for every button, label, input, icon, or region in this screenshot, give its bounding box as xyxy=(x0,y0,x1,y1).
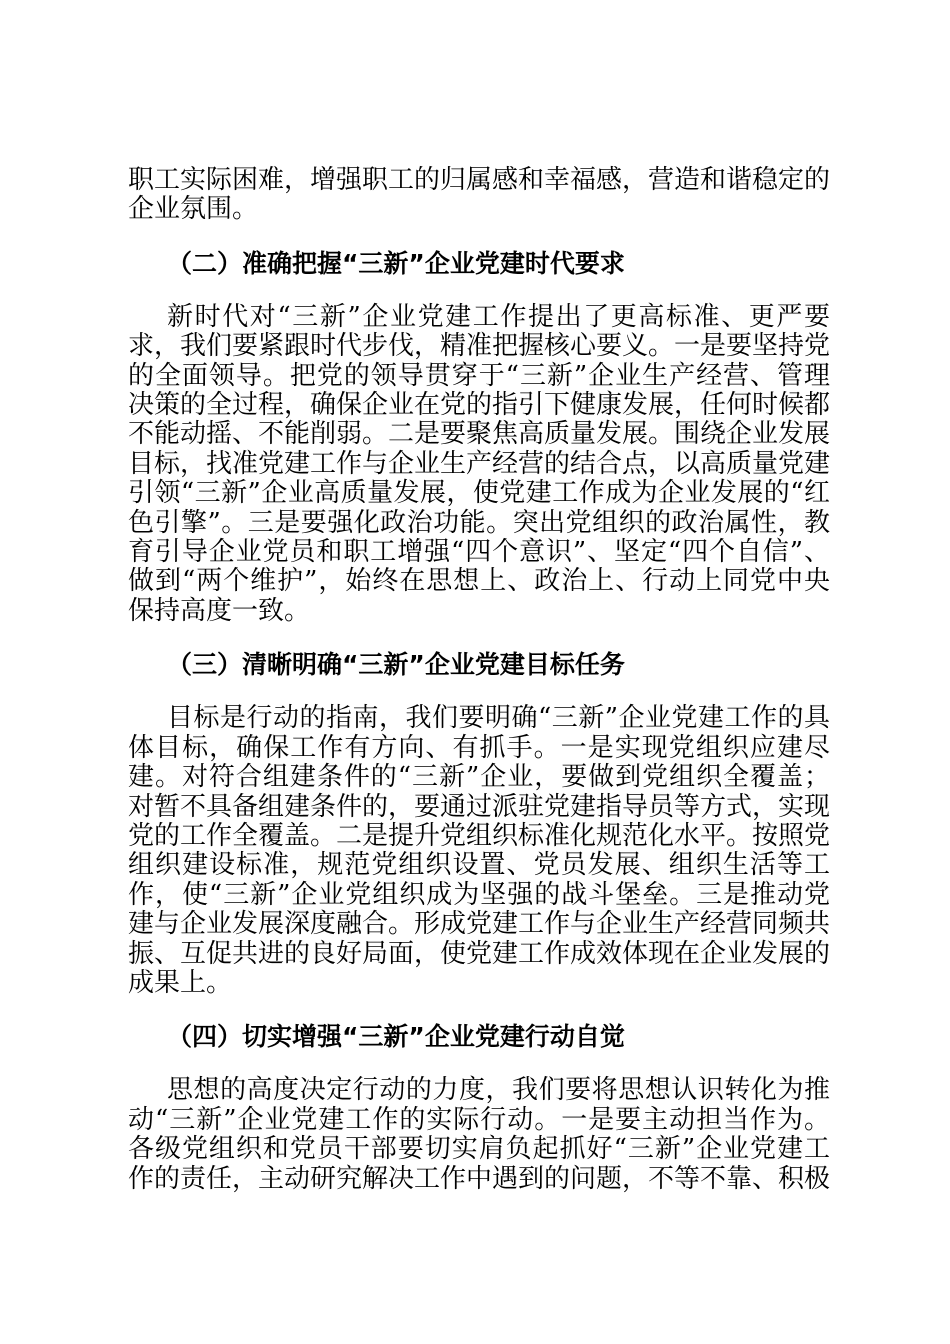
paragraph-section-3: 目标是行动的指南，我们要明确“三新”企业党建工作的具体目标，确保工作有方向、有抓手。一是实现党组织应建尽建。对符合组建条件的“三新”企业，要做到党组织全覆盖；对暂不具备组建条件的，要通过派驻党建指导员等方式，实现党的工作全覆盖。二是提升党组织标准化规范化水平。按照党组织建设标准，规范党组织设置、党员发展、组织生活等工作，使“三新”企业党组织成为坚强的战斗堡垒。三是推动党建与企业发展深度融合。形成党建工作与企业生产经营同频共振、互促共进的良好局面，使党建工作成效体现在企业发展的成果上。 xyxy=(128,703,831,998)
paragraph-section-2: 新时代对“三新”企业党建工作提出了更高标准、更严要求，我们要紧跟时代步伐，精准把握核心要义。一是要坚持党的全面领导。把党的领导贯穿于“三新”企业生产经营、管理决策的全过程，确保企业在党的指引下健康发展，任何时候都不能动摇、不能削弱。二是要聚焦高质量发展。围绕企业发展目标，找准党建工作与企业生产经营的结合点，以高质量党建引领“三新”企业高质量发展，使党建工作成为企业发展的“红色引擎”。三是要强化政治功能。突出党组织的政治属性，教育引导企业党员和职工增强“四个意识”、坚定“四个自信”、做到“两个维护”，始终在思想上、政治上、行动上同党中央保持高度一致。 xyxy=(128,301,831,626)
paragraph-section-4: 思想的高度决定行动的力度，我们要将思想认识转化为推动“三新”企业党建工作的实际行动。一是要主动担当作为。各级党组织和党员干部要切实肩负起抓好“三新”企业党建工作的责任，主动研究解决工作中遇到的问题，不等不靠、积极 xyxy=(128,1075,831,1194)
section-heading-3: （三）清晰明确“三新”企业党建目标任务 xyxy=(167,650,625,680)
section-heading-2: （二）准确把握“三新”企业党建时代要求 xyxy=(167,248,625,278)
section-heading-4: （四）切实增强“三新”企业党建行动自觉 xyxy=(167,1022,625,1052)
document-body xyxy=(128,166,830,1194)
paragraph-intro: 职工实际困难，增强职工的归属感和幸福感，营造和谐稳定的企业氛围。 xyxy=(128,165,831,225)
